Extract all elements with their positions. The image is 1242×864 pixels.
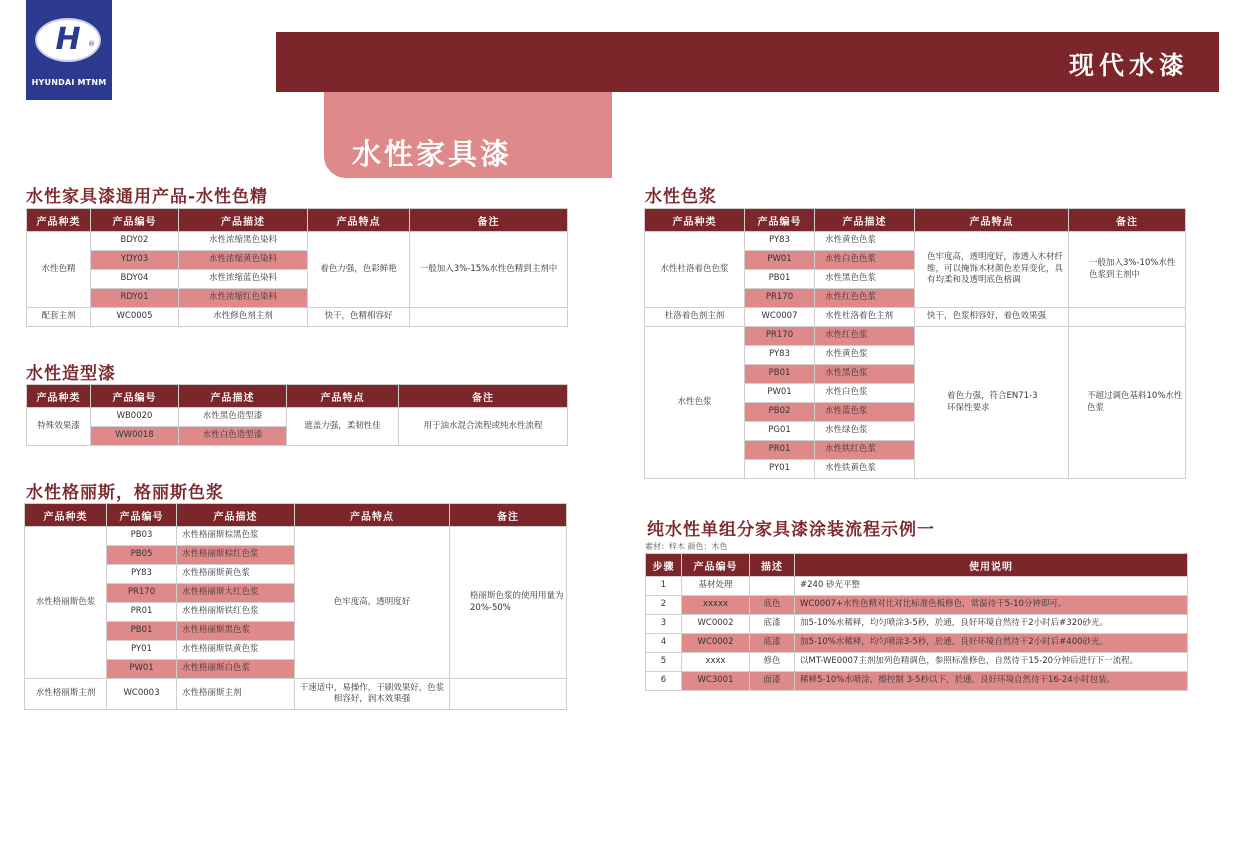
code-cell: PB01 (745, 270, 815, 289)
header-desc: 产品描述 (179, 209, 308, 232)
header-note: 备注 (450, 504, 567, 527)
code-cell: PB01 (107, 622, 177, 641)
header-feature: 产品特点 (295, 504, 450, 527)
desc-cell: 水性黑色色浆 (815, 270, 915, 289)
desc-cell: 水性绿色浆 (815, 422, 915, 441)
header-title: 现代水漆 (1068, 51, 1189, 80)
usage-cell: WC0007+水性色精对比对比标准色板修色，常温待干5-10分钟即可。 (795, 596, 1188, 615)
code-cell: PR170 (745, 289, 815, 308)
code-cell: PW01 (745, 251, 815, 270)
header-code: 产品编号 (91, 209, 179, 232)
header-note: 备注 (410, 209, 568, 232)
desc-cell: 水性格丽斯黄色浆 (177, 565, 295, 584)
table-header-row (646, 554, 1188, 577)
code-cell: PY83 (745, 346, 815, 365)
code-cell: PB03 (107, 527, 177, 546)
code-cell: PY83 (745, 232, 815, 251)
sec3-title: 水性格丽斯，格丽斯色浆 (26, 483, 224, 503)
registered-icon: ® (88, 40, 95, 48)
table-row (645, 232, 1186, 251)
category-cell: 水性格丽斯主剂 (25, 679, 107, 710)
note-cell: 用于油水混合流程或纯水性流程 (399, 408, 568, 446)
header-desc: 产品描述 (815, 209, 915, 232)
category-cell: 特殊效果漆 (27, 408, 91, 446)
sec2-table (26, 384, 568, 446)
category-cell: 水性色精 (27, 232, 91, 308)
desc-cell: 水性格丽斯黑色浆 (177, 622, 295, 641)
desc-cell: 水性白色浆 (815, 384, 915, 403)
step-cell: 4 (646, 634, 682, 653)
step-cell: 3 (646, 615, 682, 634)
desc-cell: 底色 (750, 596, 795, 615)
note-cell (450, 679, 567, 710)
table-header-row (27, 385, 568, 408)
header-desc: 产品描述 (179, 385, 287, 408)
code-cell: 基材处理 (682, 577, 750, 596)
table-row (25, 679, 567, 710)
desc-cell: 水性蓝色浆 (815, 403, 915, 422)
step-cell: 2 (646, 596, 682, 615)
header-code: 产品编号 (107, 504, 177, 527)
desc-cell: 水性白色造型漆 (179, 427, 287, 446)
header-note: 备注 (399, 385, 568, 408)
sec5-meta: 素材：梓木 颜色：木色 (645, 542, 728, 551)
table-row (646, 615, 1188, 634)
code-cell: WB0020 (91, 408, 179, 427)
code-cell: BDY04 (91, 270, 179, 289)
desc-cell: 底漆 (750, 634, 795, 653)
category-cell: 水性格丽斯色浆 (25, 527, 107, 679)
sec1-title: 水性家具漆通用产品-水性色精 (26, 187, 269, 207)
feature-cell: 着色力强，符合EN71-3环保性要求 (915, 327, 1069, 479)
logo-brand-text: HYUNDAI MTNM (31, 78, 107, 87)
code-cell: xxxxx (682, 596, 750, 615)
desc-cell: 水性格丽斯铁红色浆 (177, 603, 295, 622)
usage-cell: #240 砂光平整 (795, 577, 1188, 596)
code-cell: RDY01 (91, 289, 179, 308)
feature-cell: 色牢度高，透明度好，渗透入木材纤维，可以掩饰木材颜色差异变化，具有均柔和及透明底色格调 (915, 232, 1069, 308)
desc-cell: 水性浓缩黄色染料 (179, 251, 308, 270)
category-cell: 杜洛着色剂主剂 (645, 308, 745, 327)
desc-cell: 水性黄色浆 (815, 346, 915, 365)
code-cell: WC0002 (682, 634, 750, 653)
code-cell: xxxx (682, 653, 750, 672)
step-cell: 5 (646, 653, 682, 672)
desc-cell: 水性修色剂主剂 (179, 308, 308, 327)
code-cell: PY83 (107, 565, 177, 584)
table-row (27, 308, 568, 327)
code-cell: PW01 (107, 660, 177, 679)
logo-mark: H (55, 22, 81, 57)
desc-cell (750, 577, 795, 596)
feature-cell: 快干，色精相容好 (308, 308, 410, 327)
sec1-table (26, 208, 568, 327)
step-cell: 6 (646, 672, 682, 691)
desc-cell: 水性黑色浆 (815, 365, 915, 384)
sec2-title: 水性造型漆 (26, 364, 116, 384)
code-cell: WC0002 (682, 615, 750, 634)
desc-cell: 水性格丽斯白色浆 (177, 660, 295, 679)
desc-cell: 水性格丽斯大红色浆 (177, 584, 295, 603)
usage-cell: 加5-10%水稀释，均匀喷涂3-5秒，於通，良好环境自然待干2小时后#400砂光。 (795, 634, 1188, 653)
desc-cell: 水性格丽斯铁黄色浆 (177, 641, 295, 660)
code-cell: WC0003 (107, 679, 177, 710)
table-row (646, 653, 1188, 672)
desc-cell: 水性铁红色浆 (815, 441, 915, 460)
desc-cell: 水性白色色浆 (815, 251, 915, 270)
note-cell (410, 308, 568, 327)
code-cell: PW01 (745, 384, 815, 403)
desc-cell: 水性黑色造型漆 (179, 408, 287, 427)
category-cell: 配套主剂 (27, 308, 91, 327)
note-cell: 格丽斯色浆的使用用量为20%-50% (450, 527, 567, 679)
table-header-row (645, 209, 1186, 232)
code-cell: WC0005 (91, 308, 179, 327)
feature-cell: 着色力强，色彩鲜艳 (308, 232, 410, 308)
header-category: 产品种类 (645, 209, 745, 232)
header-feature: 产品特点 (915, 209, 1069, 232)
desc-cell: 底漆 (750, 615, 795, 634)
header-bar (276, 32, 1219, 92)
header-desc: 产品描述 (177, 504, 295, 527)
table-row (645, 308, 1186, 327)
feature-cell: 干速适中，易操作，干刷效果好，色浆相容好，润木效果强 (295, 679, 450, 710)
desc-cell: 水性浓缩蓝色染料 (179, 270, 308, 289)
code-cell: PR170 (745, 327, 815, 346)
code-cell: WW0018 (91, 427, 179, 446)
code-cell: PG01 (745, 422, 815, 441)
header-category: 产品种类 (27, 209, 91, 232)
logo-emblem-icon (35, 18, 101, 62)
table-header-row (25, 504, 567, 527)
desc-cell: 水性浓缩黑色染料 (179, 232, 308, 251)
table-row (646, 577, 1188, 596)
desc-cell: 水性格丽斯棕黑色浆 (177, 527, 295, 546)
header-step: 步骤 (646, 554, 682, 577)
desc-cell: 水性格丽斯主剂 (177, 679, 295, 710)
usage-cell: 以MT-WE0007主剂加列色精调色，参照标准修色，自然待干15-20分钟后进行下一流程。 (795, 653, 1188, 672)
header-category: 产品种类 (25, 504, 107, 527)
code-cell: PB05 (107, 546, 177, 565)
sec5-table (645, 553, 1188, 691)
code-cell: PY01 (745, 460, 815, 479)
code-cell: PY01 (107, 641, 177, 660)
desc-cell: 水性铁黄色浆 (815, 460, 915, 479)
code-cell: YDY03 (91, 251, 179, 270)
sec4-title: 水性色浆 (645, 187, 717, 207)
header-code: 产品编号 (682, 554, 750, 577)
desc-cell: 水性红色浆 (815, 327, 915, 346)
step-cell: 1 (646, 577, 682, 596)
desc-cell: 水性杜洛着色主剂 (815, 308, 915, 327)
note-cell: 一般加入3%-10%水性色浆到主剂中 (1069, 232, 1186, 308)
desc-cell: 面漆 (750, 672, 795, 691)
code-cell: PR01 (107, 603, 177, 622)
usage-cell: 加5-10%水稀释，均匀喷涂3-5秒，於通，良好环境自然待干2小时后#320砂光。 (795, 615, 1188, 634)
table-row (25, 527, 567, 546)
feature-cell: 色牢度高，透明度好 (295, 527, 450, 679)
header-category: 产品种类 (27, 385, 91, 408)
sec4-table (644, 208, 1186, 479)
sec5-title: 纯水性单组分家具漆涂装流程示例一 (647, 520, 935, 540)
desc-cell: 水性浓缩红色染料 (179, 289, 308, 308)
table-row (645, 327, 1186, 346)
sec3-table (24, 503, 567, 710)
header-usage: 使用说明 (795, 554, 1188, 577)
header-desc: 描述 (750, 554, 795, 577)
section-tab (324, 92, 612, 178)
header-code: 产品编号 (745, 209, 815, 232)
desc-cell: 水性红色色浆 (815, 289, 915, 308)
table-header-row (27, 209, 568, 232)
note-cell: 不超过调色基料10%水性色浆 (1069, 327, 1186, 479)
feature-cell: 快干，色浆相容好，着色效果强 (915, 308, 1069, 327)
code-cell: PR01 (745, 441, 815, 460)
category-cell: 水性色浆 (645, 327, 745, 479)
brand-logo (26, 0, 112, 100)
desc-cell: 水性黄色色浆 (815, 232, 915, 251)
code-cell: PB02 (745, 403, 815, 422)
feature-cell: 遮盖力强，柔韧性佳 (287, 408, 399, 446)
note-cell: 一般加入3%-15%水性色精到主剂中 (410, 232, 568, 308)
code-cell: BDY02 (91, 232, 179, 251)
note-cell (1069, 308, 1186, 327)
table-row (646, 634, 1188, 653)
code-cell: WC0007 (745, 308, 815, 327)
table-row (27, 408, 568, 427)
table-row (646, 596, 1188, 615)
code-cell: WC3001 (682, 672, 750, 691)
header-code: 产品编号 (91, 385, 179, 408)
table-row (27, 232, 568, 251)
table-row (646, 672, 1188, 691)
section-tab-title: 水性家具漆 (352, 137, 513, 171)
header-feature: 产品特点 (287, 385, 399, 408)
usage-cell: 稀释5-10%水喷涂，擦控制 3-5秒以下，於通，良好环境自然待干16-24小时包装。 (795, 672, 1188, 691)
category-cell: 水性杜洛着色色浆 (645, 232, 745, 308)
code-cell: PB01 (745, 365, 815, 384)
code-cell: PR170 (107, 584, 177, 603)
desc-cell: 水性格丽斯棕红色浆 (177, 546, 295, 565)
header-feature: 产品特点 (308, 209, 410, 232)
desc-cell: 修色 (750, 653, 795, 672)
header-note: 备注 (1069, 209, 1186, 232)
